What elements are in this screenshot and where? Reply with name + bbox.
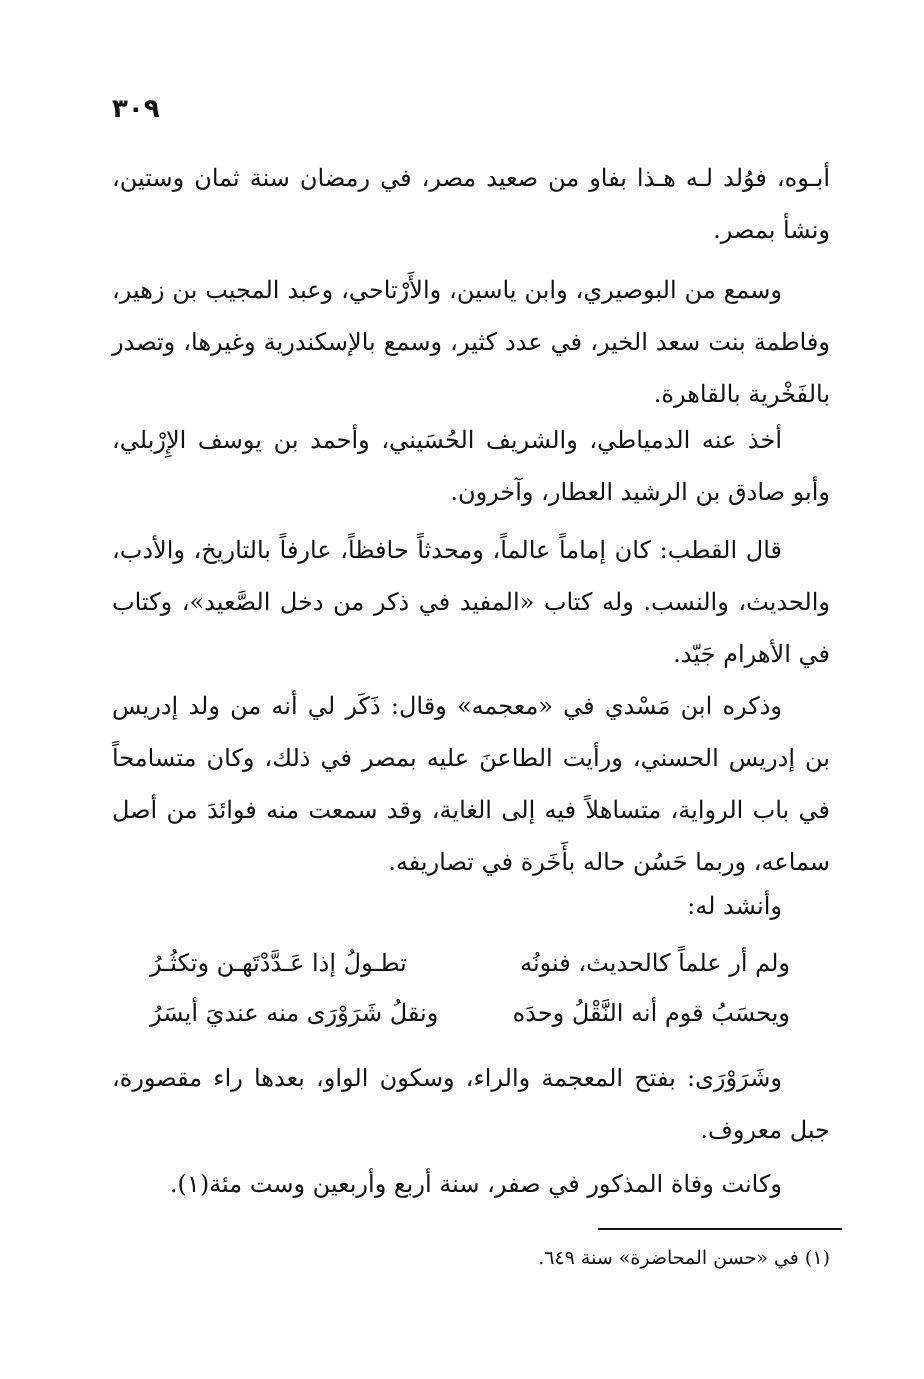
verse-hemistich-first: ولم أر علماً كالحديث، فنونُه xyxy=(520,949,790,977)
footnote-divider xyxy=(598,1228,842,1230)
verse-hemistich-second: ونقلُ شَرَوْرَى منه عنديَ أيسَرُ xyxy=(150,999,439,1027)
paragraph-death: وكانت وفاة المذكور في صفر، سنة أربع وأربعين وست مئة(١). xyxy=(169,1170,782,1198)
paragraph-students: أخذ عنه الدمياطي، والشريف الحُسَيني، وأحمد بن يوسف الإِرْبلي، وأبو صادق بن الرشيد العطار، وآخرون. xyxy=(112,426,830,506)
verse-hemistich-second: تطـولُ إذا عَـدَّدْتَهـن وتكثُـرُ xyxy=(150,949,407,977)
paragraph-teachers: وسمع من البوصيري، وابن ياسين، والأَرْتاحي، وعبد المجيب بن زهير، وفاطمة بنت سعد الخير، في عدد كثير، وسمع بالإسكندرية وغيرها، وتصدر بالفَخْرية بالقاهرة. xyxy=(112,276,830,408)
page-number: ٣٠٩ xyxy=(112,94,160,124)
verse-hemistich-first: ويحسَبُ قوم أنه النَّقْلُ وحدَه xyxy=(512,999,790,1027)
paragraph-birth: أبـوه، فوُلد لـه هـذا بفاو من صعيد مصر، في رمضان سنة ثمان وستين، ونشأ بمصر. xyxy=(112,164,830,244)
verse-line xyxy=(150,988,790,1038)
poem-intro: وأنشد له: xyxy=(687,892,782,920)
paragraph-ibn-masdi: وذكره ابن مَسْدي في «معجمه» وقال: ذَكَر لي أنه من ولد إدريس بن إدريس الحسني، ورأيت الطاعنَ عليه بمصر في ذلك، وكان متسامحاً في باب الرواية، متساهلاً فيه إلى الغاية، وقد سمعت منه فوائدَ من أصل سماعه، وربما حَسُن حاله بأَخَرة في تصاريفه. xyxy=(112,692,830,876)
verse-line xyxy=(150,938,790,988)
footnote: (١) في «حسن المحاضرة» سنة ٦٤٩. xyxy=(538,1247,830,1269)
paragraph-qutb-quote: قال القطب: كان إماماً عالماً، ومحدثاً حافظاً، عارفاً بالتاريخ، والأدب، والحديث، والنسب. وله كتاب «المفيد في ذكر من دخل الصَّعيد»، وكتاب في الأهرام جَيّد. xyxy=(112,536,830,668)
paragraph-sharawra: وشَرَوْرَى: بفتح المعجمة والراء، وسكون الواو، بعدها راء مقصورة، جبل معروف. xyxy=(112,1064,830,1144)
